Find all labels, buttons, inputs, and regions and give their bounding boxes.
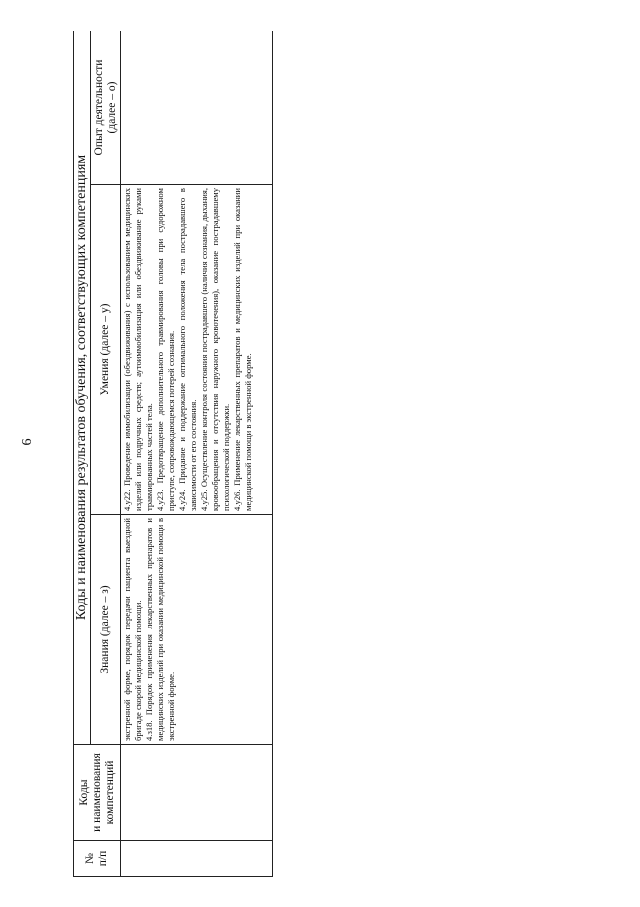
header-num	[74, 841, 121, 877]
skill-item: 4.у22. Проведение иммобилизации (обездвиживания) с использованием медицинских изделий или подручных средств; аутоиммобилизация или обездвиживание руками травмированных частей тела.	[122, 188, 154, 511]
header-num-line1: №	[84, 853, 96, 864]
competency-table	[73, 31, 273, 877]
skill-item: 4.у24. Придание и поддержание оптимального положения тела пострадавшего в зависимости от его состояния.	[177, 188, 198, 511]
skill-item: 4.у26. Применение лекарственных препаратов и медицинских изделий при оказании медицинской помощи в экстренной форме.	[232, 188, 253, 511]
page-number: 6	[20, 438, 35, 446]
header-competencies	[74, 745, 121, 841]
knowledge-item: экстренной форме, порядок передачи пациента выездной бригаде скорой медицинской помощи.	[122, 518, 143, 741]
header-num-line2: п/п	[97, 850, 109, 867]
knowledge-item: 4.з18. Порядок применения лекарственных препаратов и медицинских изделий при оказании медицинской помощи в экстренной форме.	[144, 518, 176, 741]
skill-item: 4.у25. Осуществление контроля состояния пострадавшего (наличия сознания, дыхания, кровообращения и отсутствия наружного кровотечения), оказание пострадавшему психологической поддержки.	[199, 188, 231, 511]
cell-experience	[121, 31, 273, 185]
landscape-content	[73, 31, 273, 877]
cell-knowledge	[121, 515, 273, 745]
cell-skills	[121, 185, 273, 515]
skill-item: 4.у23. Предотвращение дополнительного травмирования головы при судорожном приступе, сопровождающемся потерей сознания.	[155, 188, 176, 511]
header-experience-line1: Опыт деятельности	[92, 59, 105, 156]
header-results-group: Коды и наименования результатов обучения, соответствующих компетенциям	[74, 31, 91, 745]
header-competencies-line2: и наименования	[90, 753, 103, 832]
header-knowledge: Знания (далее – з)	[91, 515, 121, 745]
cell-competency	[121, 745, 273, 841]
rotated-page	[73, 31, 273, 877]
header-competencies-line1: Коды	[77, 779, 90, 806]
header-skills: Умения (далее – у)	[91, 185, 121, 515]
header-experience-line2: (далее – о)	[105, 81, 118, 134]
header-experience	[91, 31, 121, 185]
cell-num	[121, 841, 273, 877]
header-competencies-line3: компетенций	[103, 760, 116, 825]
